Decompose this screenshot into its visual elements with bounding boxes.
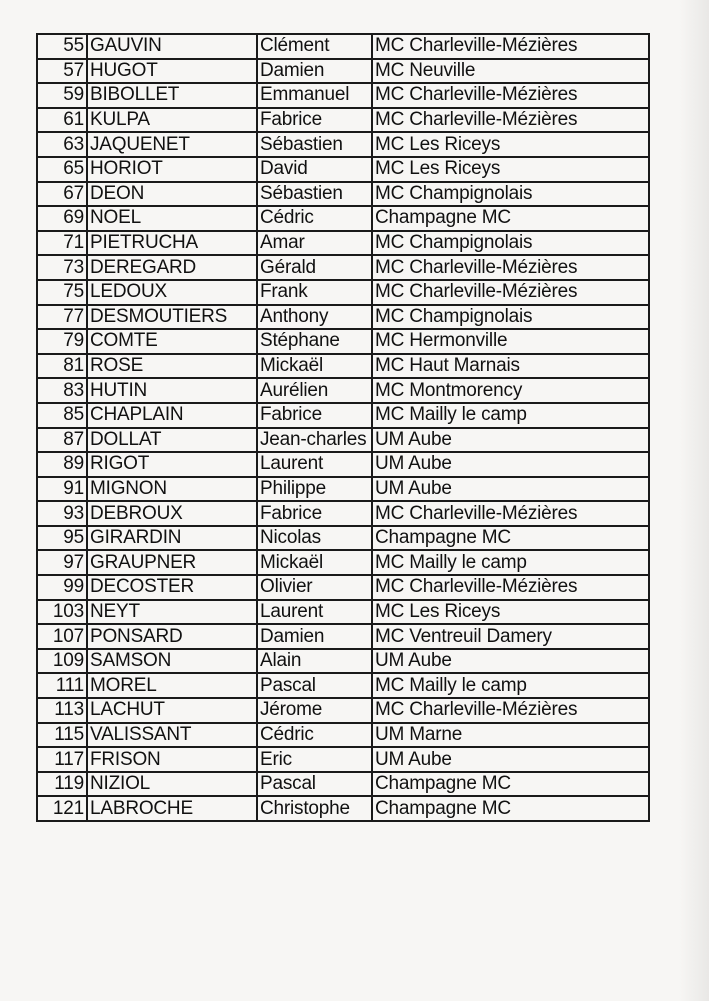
race-number-cell: 57 <box>37 59 87 84</box>
surname-cell: KULPA <box>87 108 257 133</box>
race-number-cell: 97 <box>37 550 87 575</box>
race-number-cell: 103 <box>37 600 87 625</box>
race-number-cell: 69 <box>37 206 87 231</box>
table-row <box>37 59 649 84</box>
firstname-cell: Damien <box>257 624 372 649</box>
club-cell: MC Champignolais <box>372 231 649 256</box>
firstname-cell: Jean-charles <box>257 428 372 453</box>
table-row <box>37 649 649 674</box>
surname-cell: DESMOUTIERS <box>87 305 257 330</box>
surname-cell: BIBOLLET <box>87 83 257 108</box>
surname-cell: GAUVIN <box>87 34 257 59</box>
table-row <box>37 526 649 551</box>
race-number-cell: 87 <box>37 428 87 453</box>
club-cell: Champagne MC <box>372 796 649 821</box>
firstname-cell: Laurent <box>257 600 372 625</box>
club-cell: UM Aube <box>372 477 649 502</box>
race-number-cell: 79 <box>37 329 87 354</box>
firstname-cell: Laurent <box>257 452 372 477</box>
table-row <box>37 575 649 600</box>
firstname-cell: Amar <box>257 231 372 256</box>
surname-cell: MIGNON <box>87 477 257 502</box>
club-cell: Champagne MC <box>372 772 649 797</box>
club-cell: MC Charleville-Mézières <box>372 698 649 723</box>
surname-cell: DOLLAT <box>87 428 257 453</box>
club-cell: MC Hermonville <box>372 329 649 354</box>
race-number-cell: 89 <box>37 452 87 477</box>
firstname-cell: Fabrice <box>257 501 372 526</box>
race-number-cell: 111 <box>37 673 87 698</box>
table-row <box>37 624 649 649</box>
table-row <box>37 772 649 797</box>
club-cell: MC Charleville-Mézières <box>372 575 649 600</box>
club-cell: MC Haut Marnais <box>372 354 649 379</box>
surname-cell: PONSARD <box>87 624 257 649</box>
table-row <box>37 83 649 108</box>
firstname-cell: Aurélien <box>257 378 372 403</box>
club-cell: UM Aube <box>372 649 649 674</box>
race-number-cell: 121 <box>37 796 87 821</box>
page-edge-shadow <box>679 0 709 1001</box>
surname-cell: COMTE <box>87 329 257 354</box>
table-row <box>37 255 649 280</box>
race-number-cell: 67 <box>37 182 87 207</box>
race-number-cell: 99 <box>37 575 87 600</box>
table-row <box>37 231 649 256</box>
table-row <box>37 132 649 157</box>
table-row <box>37 354 649 379</box>
race-number-cell: 109 <box>37 649 87 674</box>
surname-cell: LACHUT <box>87 698 257 723</box>
table-row <box>37 378 649 403</box>
club-cell: MC Ventreuil Damery <box>372 624 649 649</box>
surname-cell: JAQUENET <box>87 132 257 157</box>
race-number-cell: 117 <box>37 747 87 772</box>
surname-cell: DEREGARD <box>87 255 257 280</box>
surname-cell: HORIOT <box>87 157 257 182</box>
table-row <box>37 501 649 526</box>
race-number-cell: 107 <box>37 624 87 649</box>
race-number-cell: 119 <box>37 772 87 797</box>
firstname-cell: Emmanuel <box>257 83 372 108</box>
firstname-cell: Eric <box>257 747 372 772</box>
rider-roster-table <box>36 33 650 822</box>
table-row <box>37 182 649 207</box>
club-cell: MC Charleville-Mézières <box>372 501 649 526</box>
race-number-cell: 115 <box>37 723 87 748</box>
club-cell: MC Charleville-Mézières <box>372 83 649 108</box>
surname-cell: DEON <box>87 182 257 207</box>
club-cell: MC Charleville-Mézières <box>372 108 649 133</box>
race-number-cell: 61 <box>37 108 87 133</box>
surname-cell: GIRARDIN <box>87 526 257 551</box>
firstname-cell: Sébastien <box>257 132 372 157</box>
race-number-cell: 63 <box>37 132 87 157</box>
table-row <box>37 108 649 133</box>
table-row <box>37 280 649 305</box>
race-number-cell: 91 <box>37 477 87 502</box>
firstname-cell: Cédric <box>257 723 372 748</box>
surname-cell: HUTIN <box>87 378 257 403</box>
club-cell: MC Montmorency <box>372 378 649 403</box>
surname-cell: GRAUPNER <box>87 550 257 575</box>
surname-cell: VALISSANT <box>87 723 257 748</box>
club-cell: MC Charleville-Mézières <box>372 255 649 280</box>
firstname-cell: Gérald <box>257 255 372 280</box>
surname-cell: ROSE <box>87 354 257 379</box>
firstname-cell: Cédric <box>257 206 372 231</box>
table-row <box>37 428 649 453</box>
surname-cell: LEDOUX <box>87 280 257 305</box>
club-cell: MC Champignolais <box>372 182 649 207</box>
firstname-cell: Alain <box>257 649 372 674</box>
club-cell: UM Aube <box>372 452 649 477</box>
race-number-cell: 85 <box>37 403 87 428</box>
firstname-cell: Mickaël <box>257 550 372 575</box>
firstname-cell: Stéphane <box>257 329 372 354</box>
table-row <box>37 329 649 354</box>
club-cell: Champagne MC <box>372 526 649 551</box>
table-row <box>37 723 649 748</box>
table-row <box>37 698 649 723</box>
surname-cell: RIGOT <box>87 452 257 477</box>
firstname-cell: Fabrice <box>257 108 372 133</box>
table-row <box>37 157 649 182</box>
race-number-cell: 81 <box>37 354 87 379</box>
firstname-cell: Fabrice <box>257 403 372 428</box>
race-number-cell: 93 <box>37 501 87 526</box>
table-row <box>37 206 649 231</box>
firstname-cell: Sébastien <box>257 182 372 207</box>
table-row <box>37 796 649 821</box>
firstname-cell: Philippe <box>257 477 372 502</box>
surname-cell: NIZIOL <box>87 772 257 797</box>
race-number-cell: 55 <box>37 34 87 59</box>
firstname-cell: Clément <box>257 34 372 59</box>
table-row <box>37 477 649 502</box>
surname-cell: NEYT <box>87 600 257 625</box>
firstname-cell: Mickaël <box>257 354 372 379</box>
surname-cell: MOREL <box>87 673 257 698</box>
club-cell: UM Aube <box>372 428 649 453</box>
club-cell: MC Mailly le camp <box>372 673 649 698</box>
table-row <box>37 747 649 772</box>
table-row <box>37 600 649 625</box>
table-row <box>37 403 649 428</box>
club-cell: MC Charleville-Mézières <box>372 280 649 305</box>
club-cell: MC Les Riceys <box>372 157 649 182</box>
firstname-cell: Frank <box>257 280 372 305</box>
race-number-cell: 95 <box>37 526 87 551</box>
table-row <box>37 305 649 330</box>
club-cell: MC Neuville <box>372 59 649 84</box>
table-row <box>37 34 649 59</box>
roster-body <box>37 34 649 821</box>
firstname-cell: Anthony <box>257 305 372 330</box>
race-number-cell: 65 <box>37 157 87 182</box>
surname-cell: SAMSON <box>87 649 257 674</box>
club-cell: UM Marne <box>372 723 649 748</box>
firstname-cell: Damien <box>257 59 372 84</box>
firstname-cell: Pascal <box>257 673 372 698</box>
surname-cell: LABROCHE <box>87 796 257 821</box>
race-number-cell: 71 <box>37 231 87 256</box>
race-number-cell: 77 <box>37 305 87 330</box>
firstname-cell: Nicolas <box>257 526 372 551</box>
surname-cell: DEBROUX <box>87 501 257 526</box>
race-number-cell: 75 <box>37 280 87 305</box>
race-number-cell: 113 <box>37 698 87 723</box>
race-number-cell: 73 <box>37 255 87 280</box>
surname-cell: FRISON <box>87 747 257 772</box>
firstname-cell: Jérome <box>257 698 372 723</box>
surname-cell: CHAPLAIN <box>87 403 257 428</box>
club-cell: MC Mailly le camp <box>372 403 649 428</box>
table-row <box>37 550 649 575</box>
firstname-cell: Pascal <box>257 772 372 797</box>
club-cell: MC Mailly le camp <box>372 550 649 575</box>
firstname-cell: Olivier <box>257 575 372 600</box>
surname-cell: NOEL <box>87 206 257 231</box>
club-cell: MC Charleville-Mézières <box>372 34 649 59</box>
club-cell: MC Les Riceys <box>372 600 649 625</box>
surname-cell: HUGOT <box>87 59 257 84</box>
club-cell: MC Les Riceys <box>372 132 649 157</box>
race-number-cell: 83 <box>37 378 87 403</box>
firstname-cell: Christophe <box>257 796 372 821</box>
club-cell: MC Champignolais <box>372 305 649 330</box>
firstname-cell: David <box>257 157 372 182</box>
club-cell: UM Aube <box>372 747 649 772</box>
club-cell: Champagne MC <box>372 206 649 231</box>
table-row <box>37 673 649 698</box>
table-row <box>37 452 649 477</box>
race-number-cell: 59 <box>37 83 87 108</box>
surname-cell: DECOSTER <box>87 575 257 600</box>
surname-cell: PIETRUCHA <box>87 231 257 256</box>
